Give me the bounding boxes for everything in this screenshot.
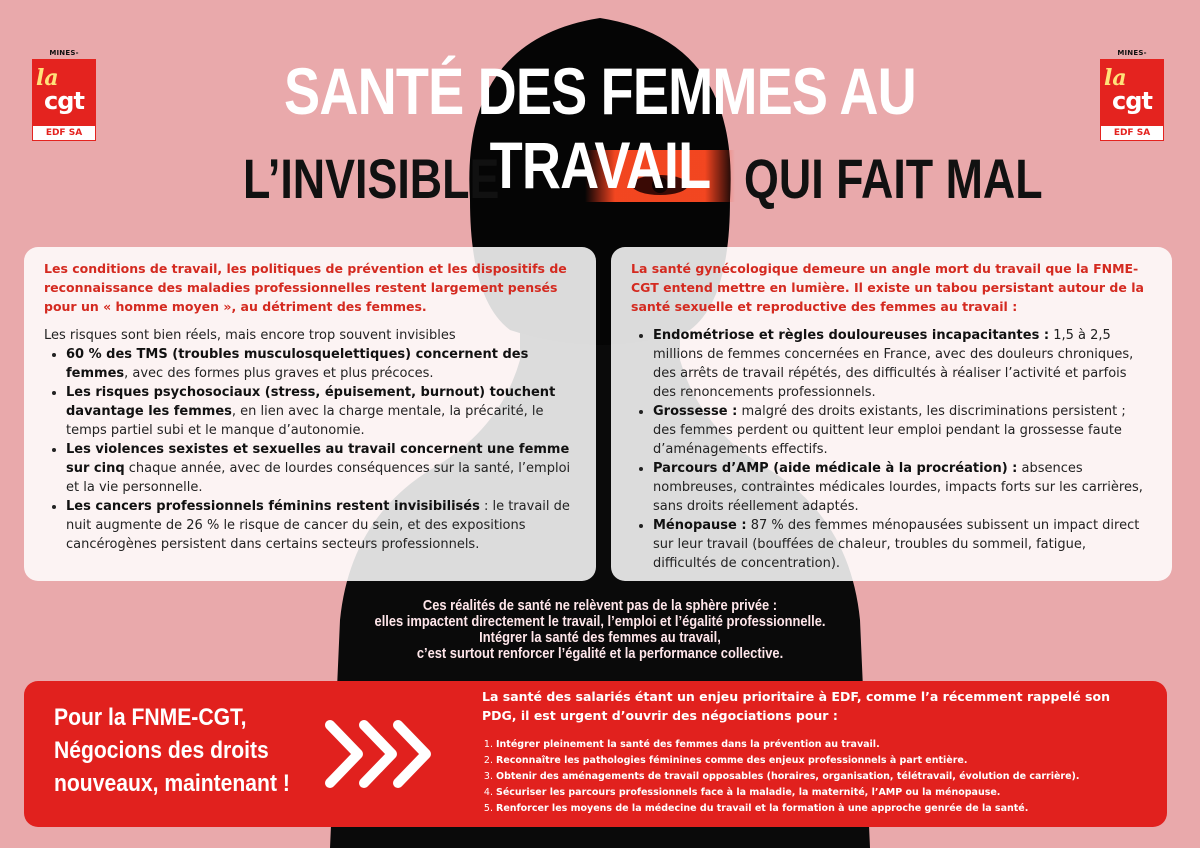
center-statement: [368, 598, 832, 662]
right-panel-intro: La santé gynécologique demeure un angle mort du travail que la FNME-CGT entend mettre en lumière. Il existe un tabou persistant autour de la santé sexuelle et reproductive des femmes au travail :: [631, 261, 1144, 314]
demands-list: [482, 737, 1166, 817]
statement-line: elles impactent directement le travail, l’emploi et l’égalité professionnelle.: [374, 613, 826, 630]
item-text: 1,5 à 2,5 millions de femmes concernées en France, avec des douleurs chroniques, des arrêts de travail répétés, des difficultés à réaliser l’activité et parfois des renoncements professionnels.: [653, 328, 1134, 400]
item-bold: Ménopause :: [653, 518, 747, 533]
demand-item: 4. Sécuriser les parcours professionnels face à la maladie, la maternité, l’AMP ou la ménopause.: [496, 785, 1166, 801]
list-item: [66, 440, 576, 497]
logo-edf: EDF SA: [1100, 125, 1164, 141]
subtitle-left: L’INVISIBLE: [243, 147, 500, 210]
item-text: , avec des formes plus graves et plus précoces.: [124, 366, 434, 381]
item-text: chaque année, avec de lourdes conséquences sur la santé, l’emploi et la vie personnelle.: [66, 461, 571, 495]
logo-cgt: cgt: [1112, 87, 1152, 115]
left-panel-intro: Les conditions de travail, les politiques de prévention et les dispositifs de reconnaissance des maladies professionnelles restent largement pensés pour un « homme moyen », au détriment des femmes.: [44, 261, 567, 314]
item-text: : le travail de nuit augmente de 26 % le risque de cancer du sein, et des expositions cancérogènes persistent dans certains secteurs professionnels.: [66, 499, 570, 552]
logo-top-text: MINES-: [49, 49, 79, 57]
demand-item: 5. Renforcer les moyens de la médecine du travail et la formation à une approche genrée de la santé.: [496, 801, 1166, 817]
page-title: SANTÉ DES FEMMES AU TRAVAIL: [284, 54, 916, 202]
subtitle-right: QUI FAIT MAL: [744, 147, 1043, 210]
slogan-line: Négocions des droits: [54, 737, 269, 764]
statement-line: c’est surtout renforcer l’égalité et la performance collective.: [416, 645, 784, 662]
right-health-list: [631, 326, 1152, 573]
statement-line: Intégrer la santé des femmes au travail,: [479, 629, 721, 646]
list-item: [66, 345, 576, 383]
chevrons-right-icon: [324, 719, 434, 789]
cgt-logo-right: [1100, 47, 1164, 141]
item-text: absences nombreuses, contraintes médicales lourdes, impacts forts sur les carrières, sans droits réellement adaptés.: [653, 461, 1143, 514]
demands-banner: [24, 681, 1167, 827]
banner-slogan: [54, 701, 290, 800]
item-bold: Endométriose et règles douloureuses incapacitantes :: [653, 328, 1050, 343]
left-risk-list: [44, 345, 576, 554]
item-bold: Les cancers professionnels féminins restent invisibilisés: [66, 499, 480, 514]
statement-line: Ces réalités de santé ne relèvent pas de la sphère privée :: [422, 597, 778, 614]
list-item: [653, 326, 1152, 402]
right-info-panel: [611, 247, 1172, 581]
item-bold: Les risques psychosociaux (stress, épuisement, burnout) touchent davantage les femmes: [66, 385, 556, 419]
logo-red-block: [1100, 59, 1164, 125]
list-item: [653, 402, 1152, 459]
list-item: [66, 497, 576, 554]
logo-cgt: cgt: [44, 87, 84, 115]
list-item: [66, 383, 576, 440]
item-bold: 60 % des TMS (troubles musculosquelettiques) concernent des femmes: [66, 347, 529, 381]
banner-intro: La santé des salariés étant un enjeu prioritaire à EDF, comme l’a récemment rappelé son PDG, il est urgent d’ouvrir des négociations pour :: [482, 689, 1110, 723]
demand-item: 3. Obtenir des aménagements de travail opposables (horaires, organisation, télétravail, évolution de carrière).: [496, 769, 1166, 785]
logo-la: la: [1104, 65, 1127, 91]
item-bold: Les violences sexistes et sexuelles au travail concernent une femme sur cinq: [66, 442, 570, 476]
item-bold: Grossesse :: [653, 404, 738, 419]
cgt-logo-left: [32, 47, 96, 141]
item-text: malgré des droits existants, les discriminations persistent ; des femmes perdent ou quittent leur emploi pendant la grossesse faute d’aménagements effectifs.: [653, 404, 1126, 457]
demand-item: 2. Reconnaître les pathologies féminines comme des enjeux professionnels à part entière.: [496, 753, 1166, 769]
item-bold: Parcours d’AMP (aide médicale à la procréation) :: [653, 461, 1018, 476]
demand-item: 1. Intégrer pleinement la santé des femmes dans la prévention au travail.: [496, 737, 1166, 753]
logo-la: la: [36, 65, 59, 91]
slogan-line: Pour la FNME-CGT,: [54, 704, 247, 731]
item-text: , en lien avec la charge mentale, la précarité, le temps partiel subi et le manque d’autonomie.: [66, 404, 544, 438]
list-item: [653, 516, 1152, 573]
logo-edf: EDF SA: [32, 125, 96, 141]
logo-red-block: [32, 59, 96, 125]
item-text: 87 % des femmes ménopausées subissent un impact direct sur leur travail (bouffées de chaleur, troubles du sommeil, fatigue, difficultés de concentration).: [653, 518, 1140, 571]
slogan-line: nouveaux, maintenant !: [54, 770, 290, 797]
left-info-panel: [24, 247, 596, 581]
left-panel-lead: Les risques sont bien réels, mais encore trop souvent invisibles: [44, 328, 456, 343]
logo-top-text: MINES-: [1117, 49, 1147, 57]
list-item: [653, 459, 1152, 516]
